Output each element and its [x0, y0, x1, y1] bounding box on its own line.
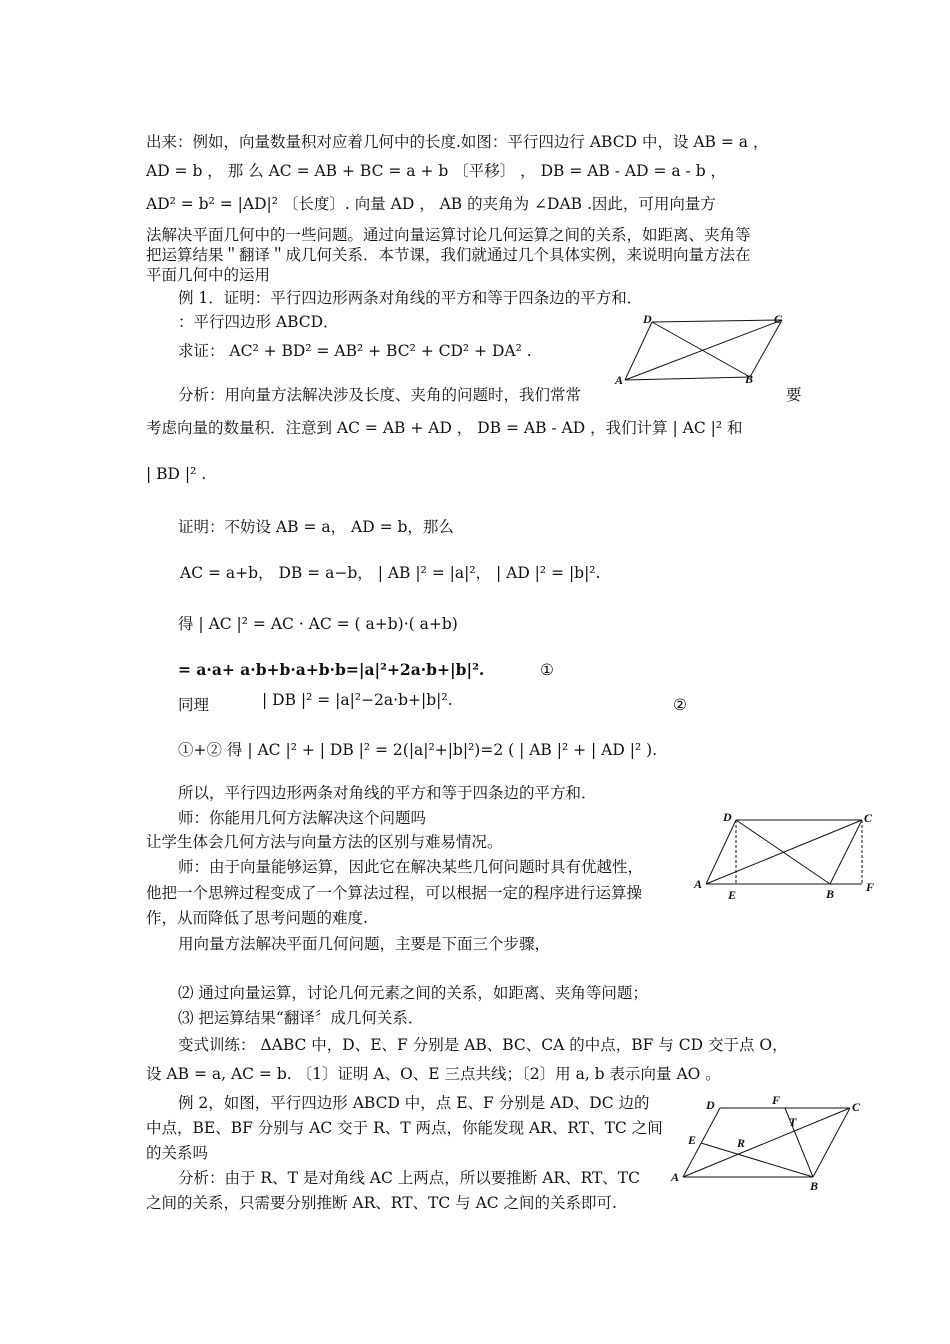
text-line: 法解决平面几何中的一些问题。通过向量运算讨论几何运算之间的关系，如距离、夹角等 [146, 226, 751, 244]
text-line: 把运算结果＂翻译＂成几何关系．本节课，我们就通过几个具体实例，来说明向量方法在 [146, 246, 751, 264]
vertex-label: C [864, 811, 873, 825]
text-line: 例 2，如图，平行四边形 ABCD 中，点 E、F 分别是 AD、DC 边的 [178, 1094, 650, 1112]
vertex-label: D [706, 1098, 715, 1112]
parallelogram-figure-1 [610, 310, 800, 390]
vertex-label: C [774, 312, 783, 326]
figure-diagonal [683, 1108, 850, 1177]
text-line: 例 1．证明：平行四边形两条对角线的平方和等于四条边的平方和． [178, 289, 643, 307]
text-line: 所以，平行四边形两条对角线的平方和等于四条边的平方和． [178, 784, 597, 802]
text-line: 分析：用向量方法解决涉及长度、夹角的问题时，我们常常 [178, 386, 582, 404]
text-line: 分析：由于 R、T 是对角线 AC 上两点，所以要推断 AR、RT、TC [178, 1169, 640, 1187]
text-line: AC = a+b， DB = a−b， | AB |² = |a|²， | AD |² = |b|². [180, 564, 601, 582]
text-line: AD² = b² = |AD|² 〔长度〕. 向量 AD ， AB 的夹角为 ∠DAB .因此，可用向量方 [146, 195, 716, 213]
vertex-label: D [723, 810, 732, 824]
circled-number: ① [540, 661, 554, 679]
text-line: 考虑向量的数量积．注意到 AC = AB + AD ， DB = AB - AD ，我们计算 | AC |² 和 [146, 419, 743, 437]
text-line: ①+② 得 | AC |² + | DB |² = 2(|a|²+|b|²)=2 ( | AB |² + | AD |² ). [178, 741, 658, 759]
text-line: 证明：不妨设 AB = a， AD = b，那么 [178, 518, 454, 536]
vertex-label: C [852, 1100, 861, 1114]
vertex-label: E [728, 888, 737, 902]
text-line: 平面几何中的运用 [146, 266, 271, 284]
text-line: 作，从而降低了思考问题的难度. [146, 909, 368, 927]
text-line: | BD |² . [146, 465, 207, 483]
figure-edge [706, 820, 736, 884]
vertex-label: B [826, 887, 835, 901]
text-line: ⑶ 把运算结果“翻译〞成几何关系． [178, 1009, 424, 1027]
text-line: ：平行四边形 ABCD． [178, 313, 339, 331]
figure-edge [830, 820, 862, 884]
text-line: 变式训练： ΔABC 中，D、E、F 分别是 AB、BC、CA 的中点，BF 与 CD 交于点 O， [178, 1036, 788, 1054]
vertex-label: A [671, 1170, 680, 1184]
text-line: AD = b ， 那 么 AC = AB + BC = a + b 〔平移〕 ， DB = AB - AD = a - b ， [146, 162, 727, 180]
text-line: 师：你能用几何方法解决这个问题吗 [178, 809, 427, 827]
vertex-label: B [745, 372, 754, 386]
vertex-label: D [643, 312, 652, 326]
text-line: 的关系吗 [146, 1144, 209, 1162]
text-line: 他把一个思辨过程变成了一个算法过程，可以根据一定的程序进行运算操 [146, 884, 643, 902]
figure-edge [813, 1108, 850, 1177]
text-line: 用向量方法解决平面几何问题，主要是下面三个步骤， [178, 935, 551, 953]
figure-segment [701, 1143, 813, 1177]
vertex-label: F [772, 1093, 781, 1107]
figure-edge [750, 320, 782, 377]
text-line: 让学生体会几何方法与向量方法的区别与难易情况。 [146, 833, 503, 851]
vertex-label: B [810, 1179, 819, 1193]
figure-edge [652, 320, 782, 322]
vertex-label: T [789, 1115, 797, 1129]
text-line: 得 | AC |² = AC · AC = ( a+b)·( a+b) [178, 615, 458, 633]
text-line: 中点，BE、BF 分别与 AC 交于 R、T 两点，你能发现 AR、RT、TC 之间 [146, 1119, 663, 1137]
vertex-label: E [688, 1133, 697, 1147]
figure-edge [625, 377, 750, 380]
text-line: 求证： AC² + BD² = AB² + BC² + CD² + DA² . [178, 342, 532, 360]
text-line: 设 AB = a, AC = b. 〔1〕证明 A、O、E 三点共线；〔2〕用 a, b 表示向量 AO 。 [146, 1065, 721, 1083]
vertex-label: A [615, 373, 624, 387]
vertex-label: A [694, 877, 703, 891]
text-line: 出来：例如，向量数量积对应着几何中的长度.如图：平行四边行 ABCD 中，设 AB = a ， [146, 133, 769, 151]
text-line: = a·a+ a·b+b·a+b·b=|a|²+2a·b+|b|². [178, 660, 485, 679]
parallelogram-figure-2 [690, 808, 880, 903]
vertex-label: F [866, 880, 875, 894]
text-line: 师：由于向量能够运算，因此它在解决某些几何问题时具有优越性， [178, 858, 644, 876]
text-line: 要 [786, 386, 802, 404]
text-line: 同理 [178, 696, 210, 714]
figure-diagonal [736, 820, 830, 884]
parallelogram-figure-3 [668, 1093, 868, 1193]
text-line: 之间的关系，只需要分别推断 AR、RT、TC 与 AC 之间的关系即可. [146, 1194, 617, 1212]
text-line: | DB |² = |a|²−2a·b+|b|². [262, 691, 453, 709]
circled-number: ② [673, 696, 687, 714]
figure-diagonal [706, 820, 862, 884]
figure-diagonal [652, 322, 750, 377]
vertex-label: R [737, 1136, 746, 1150]
text-line: ⑵ 通过向量运算，讨论几何元素之间的关系，如距离、夹角等问题； [178, 984, 648, 1002]
